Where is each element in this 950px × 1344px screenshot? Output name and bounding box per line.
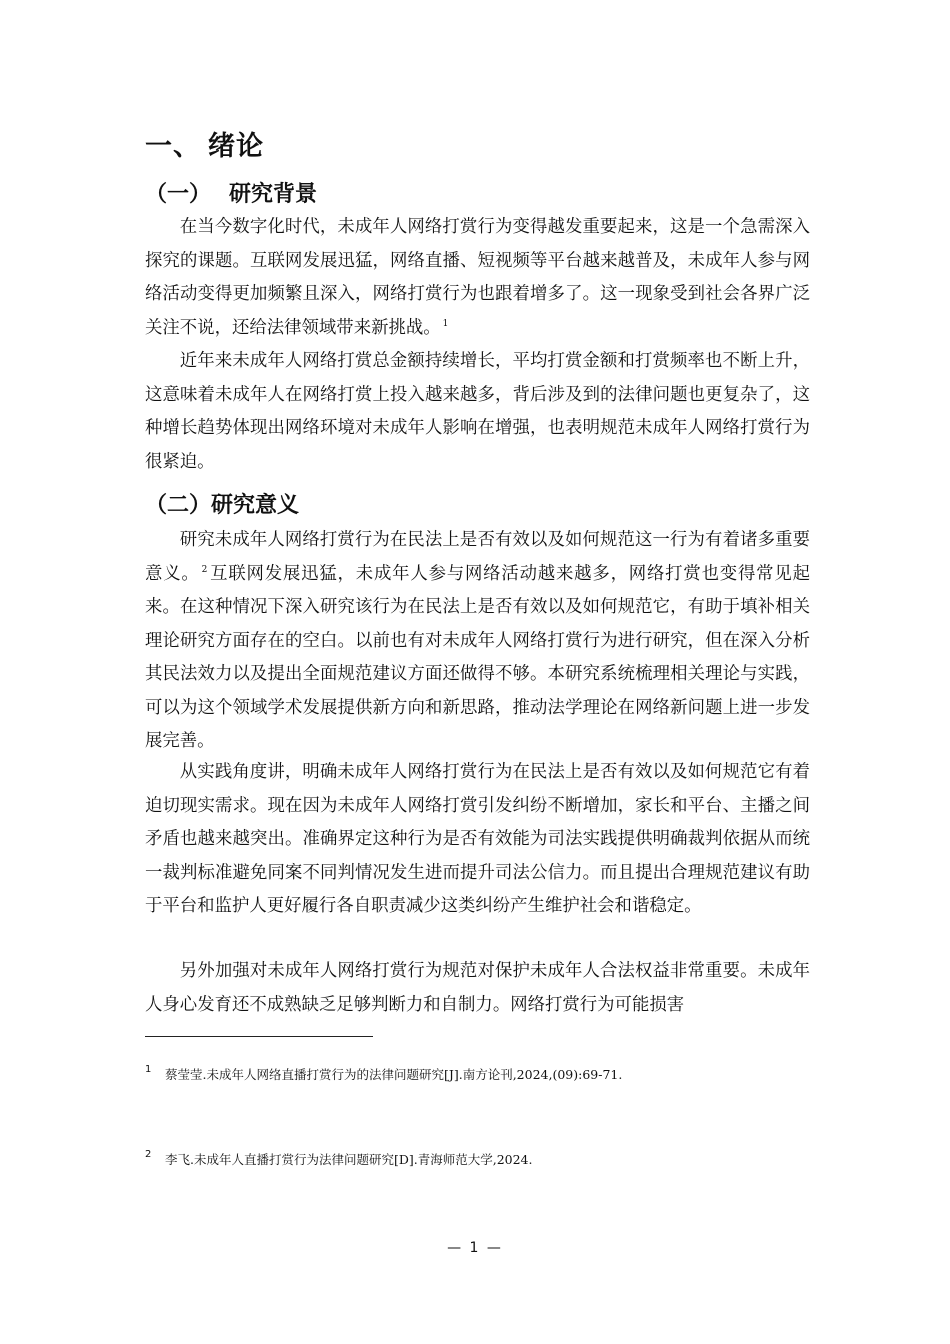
page-number: — 1 — xyxy=(447,1240,503,1256)
paragraph-text-cont: 互联网发展迅猛，未成年人参与网络活动越来越多，网络打赏也变得常见起来。在这种情况下深入研究该行为在民法上是否有效以及如何规范它，有助于填补相关理论研究方面存在的空白。以前也有对未成年人网络打赏行为进行研究，但在深入分析其民法效力以及提出全面规范建议方面还做得不够。本研究系统梳理相关理论与实践，可以为这个领域学术发展提供新方向和新思路，推动法学理论在网络新问题上进一步发展完善。 xyxy=(145,563,810,751)
footnote-2 xyxy=(145,1149,532,1168)
section-heading-background xyxy=(145,177,317,208)
paragraph-text: 从实践角度讲，明确未成年人网络打赏行为在民法上是否有效以及如何规范它有着迫切现实需求。现在因为未成年人网络打赏引发纠纷不断增加，家长和平台、主播之间矛盾也越来越突出。准确界定这种行为是否有效能为司法实践提供明确裁判依据从而统一裁判标准避免同案不同判情况发生进而提升司法公信力。而且提出合理规范建议有助于平台和监护人更好履行各自职责减少这类纠纷产生维护社会和谐稳定。 xyxy=(145,762,810,916)
footnote-ref-2[interactable]: 2 xyxy=(201,564,208,575)
paragraph-5 xyxy=(145,955,810,1022)
footnote-text: 李飞.未成年人直播打赏行为法律问题研究[D].青海师范大学,2024. xyxy=(165,1152,533,1167)
footnote-text: 蔡莹莹.未成年人网络直播打赏行为的法律问题研究[J].南方论刊,2024,(09):69-71. xyxy=(165,1067,623,1082)
chapter-heading xyxy=(145,124,264,163)
paragraph-3 xyxy=(145,524,810,759)
section-heading-significance: （二）研究意义 xyxy=(145,493,300,518)
footnote-divider xyxy=(145,1036,373,1037)
paragraph-2 xyxy=(145,345,810,479)
footnote-ref-1[interactable]: 1 xyxy=(442,318,449,329)
footnote-mark: 1 xyxy=(145,1064,152,1075)
paragraph-text: 在当今数字化时代，未成年人网络打赏行为变得越发重要起来，这是一个急需深入探究的课题。互联网发展迅猛，网络直播、短视频等平台越来越普及，未成年人参与网络活动变得更加频繁且深入，网络打赏行为也跟着增多了。这一现象受到社会各界广泛关注不说，还给法律领域带来新挑战。 xyxy=(145,217,810,338)
section-title: 研究背景 xyxy=(229,182,318,207)
paragraph-text: 研究未成年人网络打赏行为在民法上是否有效以及如何规范这一行为有着诸多重要意义。 xyxy=(145,530,810,584)
section-number: （一） xyxy=(145,182,212,207)
chapter-title: 绪论 xyxy=(208,131,264,162)
chapter-number: 一、 xyxy=(145,131,201,162)
paragraph-4 xyxy=(145,756,810,924)
paragraph-1 xyxy=(145,211,810,345)
paragraph-text: 另外加强对未成年人网络打赏行为规范对保护未成年人合法权益非常重要。未成年人身心发育还不成熟缺乏足够判断力和自制力。网络打赏行为可能损害 xyxy=(145,961,810,1015)
paragraph-text: 近年来未成年人网络打赏总金额持续增长，平均打赏金额和打赏频率也不断上升，这意味着未成年人在网络打赏上投入越来越多，背后涉及到的法律问题也更复杂了，这种增长趋势体现出网络环境对未成年人影响在增强，也表明规范未成年人网络打赏行为很紧迫。 xyxy=(145,351,810,472)
footnote-mark: 2 xyxy=(145,1149,152,1160)
footnote-1 xyxy=(145,1064,622,1083)
